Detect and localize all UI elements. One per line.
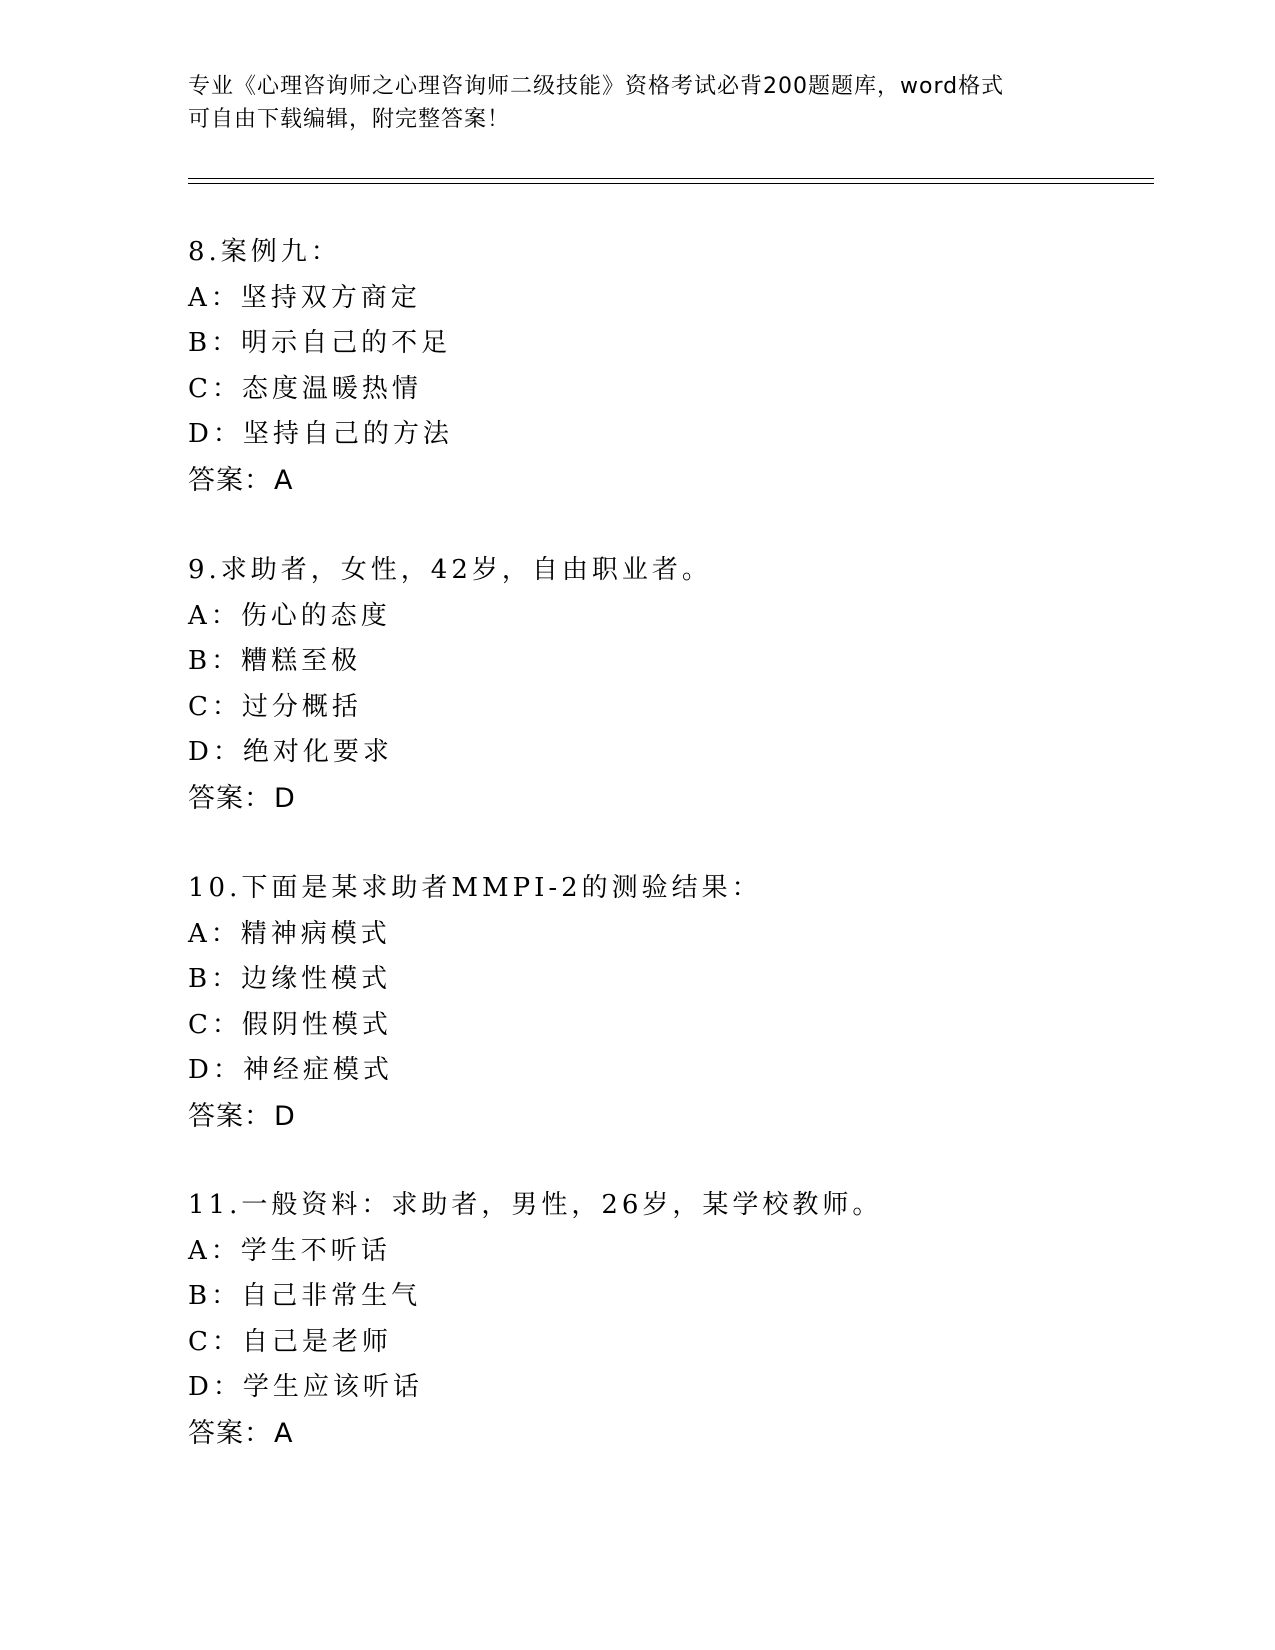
question-stem: 11.一般资料：求助者，男性，26岁，某学校教师。 (188, 1190, 883, 1220)
answer-line (188, 458, 1148, 504)
option-b: B：明示自己的不足 (188, 328, 452, 359)
option-c: C：过分概括 (188, 691, 362, 722)
question-10 (188, 866, 1148, 1140)
answer-value: D (274, 1100, 296, 1132)
option-d: D：神经症模式 (188, 1055, 393, 1086)
answer-label: 答案： (188, 1417, 272, 1449)
option-d: D：坚持自己的方法 (188, 419, 453, 450)
answer-label: 答案： (188, 1100, 272, 1132)
question-stem: 10.下面是某求助者MMPI-2的测验结果： (188, 873, 762, 903)
option-a: A：精神病模式 (188, 918, 391, 949)
option-c: C：态度温暖热情 (188, 373, 422, 404)
answer-label: 答案： (188, 464, 272, 496)
option-d: D：绝对化要求 (188, 737, 393, 768)
option-c: C：自己是老师 (188, 1326, 392, 1357)
option-b: B：边缘性模式 (188, 964, 392, 995)
question-11 (188, 1183, 1148, 1457)
header-divider-top (188, 178, 1154, 179)
header-title-line-1: 专业《心理咨询师之心理咨询师二级技能》资格考试必背200题题库，word格式 (188, 74, 1005, 99)
option-d: D：学生应该听话 (188, 1372, 423, 1403)
question-9 (188, 548, 1148, 822)
question-stem: 8.案例九： (188, 237, 341, 267)
question-8 (188, 230, 1148, 504)
question-stem: 9.求助者，女性，42岁，自由职业者。 (188, 555, 712, 585)
option-c: C：假阴性模式 (188, 1009, 392, 1040)
option-a: A：坚持双方商定 (188, 282, 421, 313)
answer-line (188, 1411, 1148, 1457)
answer-value: D (274, 782, 296, 814)
header-divider-bottom (188, 183, 1154, 184)
option-a: A：伤心的态度 (188, 600, 391, 631)
answer-label: 答案： (188, 782, 272, 814)
document-header (188, 70, 1088, 136)
answer-line (188, 776, 1148, 822)
header-title-line-2: 可自由下载编辑，附完整答案！ (188, 107, 511, 132)
option-a: A：学生不听话 (188, 1235, 391, 1266)
answer-value: A (274, 1417, 294, 1449)
answer-line (188, 1094, 1148, 1140)
option-b: B：自己非常生气 (188, 1281, 422, 1312)
answer-value: A (274, 464, 294, 496)
option-b: B：糟糕至极 (188, 646, 362, 677)
